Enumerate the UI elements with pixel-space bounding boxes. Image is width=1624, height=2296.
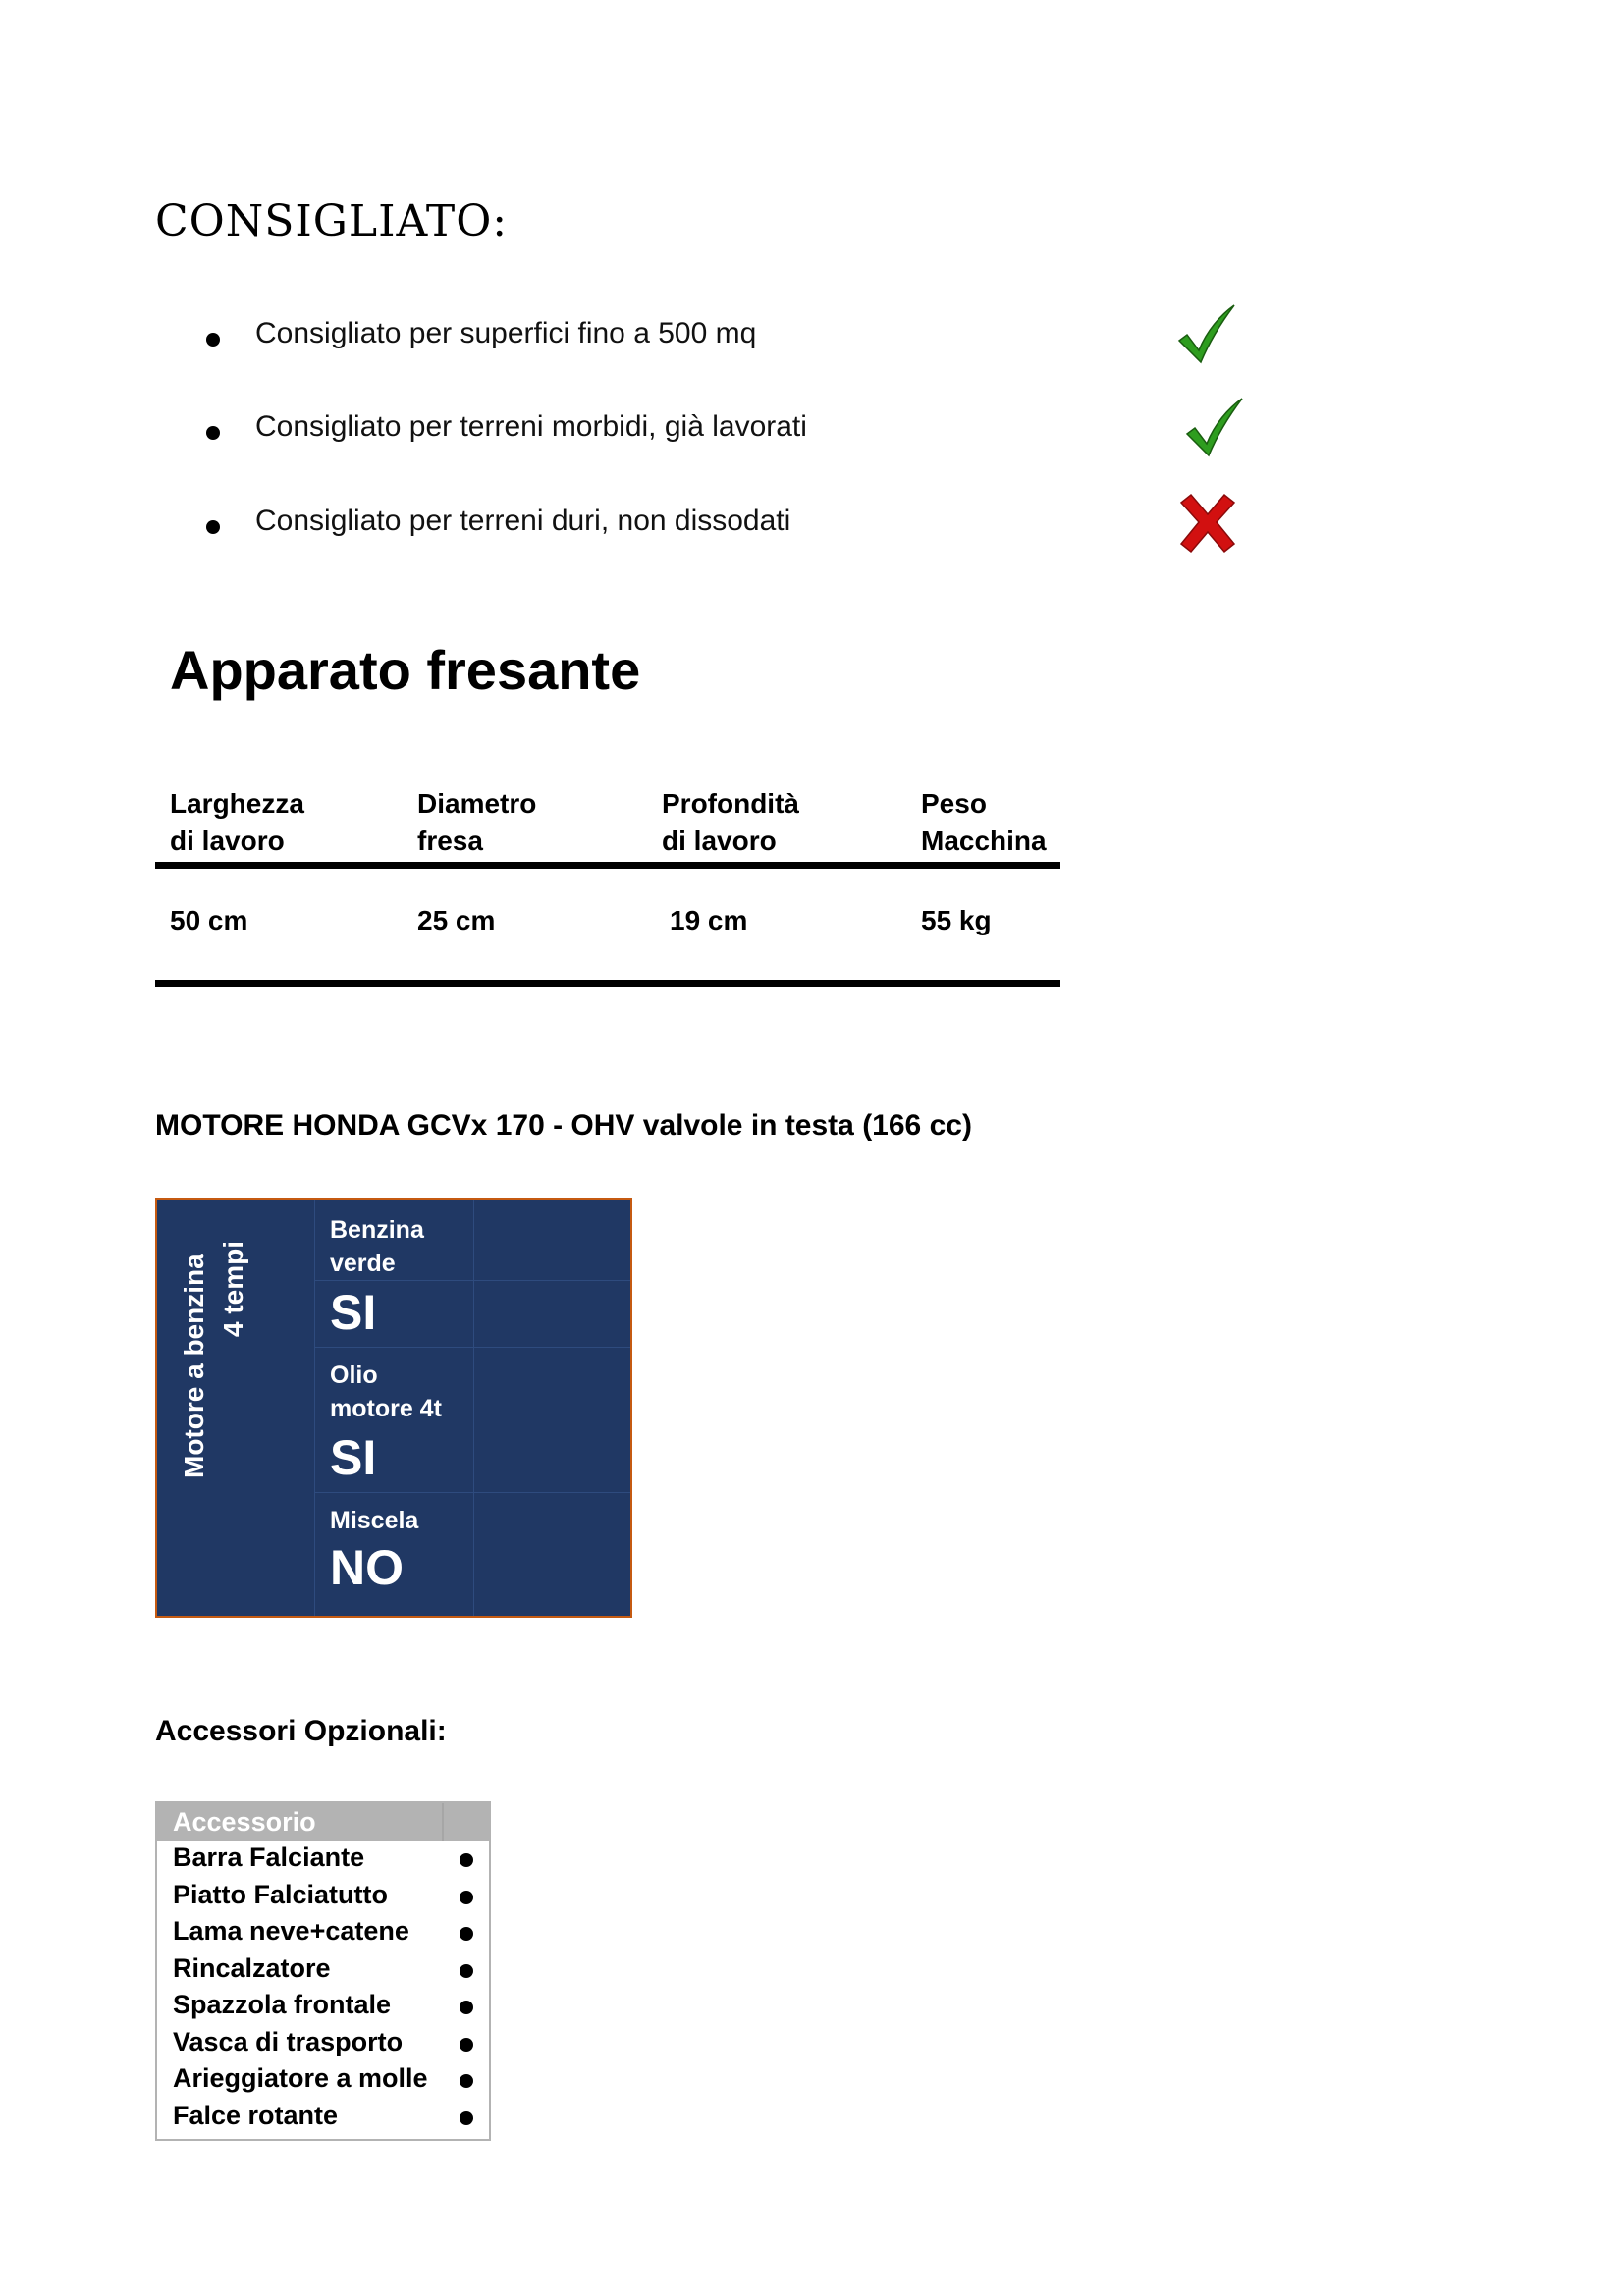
table-row bbox=[157, 2061, 489, 2099]
spec-header-width: Larghezza di lavoro bbox=[170, 788, 304, 856]
recommendation-item bbox=[0, 495, 1624, 554]
table-row bbox=[157, 2099, 489, 2136]
recommendation-text: Consigliato per terreni duri, non dissodati bbox=[255, 505, 791, 537]
spec-value-width: 50 cm bbox=[170, 905, 248, 935]
grid-divider bbox=[314, 1347, 630, 1348]
table-row bbox=[157, 2025, 489, 2062]
check-icon bbox=[1181, 395, 1250, 463]
available-dot-icon bbox=[460, 2001, 473, 2014]
spec-value-weight: 55 kg bbox=[921, 905, 992, 935]
engine-type-line1: Motore a benzina bbox=[179, 1254, 209, 1478]
table-row bbox=[157, 1914, 489, 1951]
recommendation-item bbox=[0, 400, 1624, 459]
engine-type-line2: 4 tempi bbox=[218, 1240, 248, 1337]
accessory-name: Arieggiatore a molle bbox=[173, 2063, 428, 2093]
table-row bbox=[157, 1951, 489, 1989]
spec-header-depth: Profondità di lavoro bbox=[662, 788, 799, 856]
header-separator bbox=[442, 1803, 444, 1841]
recommendation-text: Consigliato per terreni morbidi, già lavorati bbox=[255, 410, 807, 443]
check-icon bbox=[1173, 301, 1242, 370]
fuel-value-miscela: NO bbox=[330, 1540, 404, 1595]
section-title-accessories: Accessori Opzionali: bbox=[155, 1715, 447, 1747]
available-dot-icon bbox=[460, 1891, 473, 1904]
table-rule-top bbox=[155, 862, 1060, 869]
accessory-name: Lama neve+catene bbox=[173, 1916, 409, 1946]
engine-type bbox=[157, 1200, 314, 1616]
spec-header-diameter: Diametro fresa bbox=[417, 788, 537, 856]
accessory-name: Spazzola frontale bbox=[173, 1990, 392, 2019]
section-title-engine: MOTORE HONDA GCVx 170 - OHV valvole in testa (166 cc) bbox=[155, 1109, 972, 1142]
available-dot-icon bbox=[460, 1927, 473, 1941]
fuel-label-miscela: Miscela bbox=[330, 1507, 419, 1534]
available-dot-icon bbox=[460, 2038, 473, 2052]
accessory-name: Piatto Falciatutto bbox=[173, 1879, 389, 1909]
fuel-label-olio: Olio motore 4t bbox=[330, 1362, 442, 1422]
spec-value-depth: 19 cm bbox=[670, 905, 748, 935]
spec-header-weight: Peso Macchina bbox=[921, 788, 1047, 856]
fuel-label-benzina: Benzina verde bbox=[330, 1216, 424, 1277]
section-title-recommended: CONSIGLIATO: bbox=[155, 196, 509, 246]
recommendation-item bbox=[0, 307, 1624, 366]
accessory-name: Vasca di trasporto bbox=[173, 2026, 404, 2056]
table-row bbox=[157, 1988, 489, 2025]
available-dot-icon bbox=[460, 2074, 473, 2088]
grid-divider bbox=[314, 1280, 630, 1281]
accessories-column-header: Accessorio bbox=[173, 1807, 316, 1837]
grid-divider bbox=[314, 1200, 315, 1616]
grid-divider bbox=[473, 1200, 474, 1616]
grid-divider bbox=[314, 1492, 630, 1493]
section-title-tiller: Apparato fresante bbox=[170, 639, 641, 701]
available-dot-icon bbox=[460, 1853, 473, 1867]
accessory-name: Rincalzatore bbox=[173, 1952, 331, 1983]
available-dot-icon bbox=[460, 1964, 473, 1978]
bullet-icon bbox=[206, 333, 220, 347]
available-dot-icon bbox=[460, 2111, 473, 2125]
accessory-name: Falce rotante bbox=[173, 2100, 339, 2130]
engine-info-box bbox=[155, 1198, 632, 1618]
bullet-icon bbox=[206, 520, 220, 534]
accessory-name: Barra Falciante bbox=[173, 1842, 365, 1872]
spec-value-diameter: 25 cm bbox=[417, 905, 496, 935]
recommendation-text: Consigliato per superfici fino a 500 mq bbox=[255, 317, 757, 349]
table-row bbox=[157, 1878, 489, 1915]
table-row bbox=[157, 1841, 489, 1878]
fuel-value-benzina: SI bbox=[330, 1285, 377, 1340]
table-rule-bottom bbox=[155, 980, 1060, 987]
fuel-value-olio: SI bbox=[330, 1430, 377, 1485]
accessories-table bbox=[155, 1801, 491, 2141]
bullet-icon bbox=[206, 426, 220, 440]
accessories-table-header bbox=[157, 1803, 489, 1841]
cross-icon bbox=[1173, 489, 1242, 558]
